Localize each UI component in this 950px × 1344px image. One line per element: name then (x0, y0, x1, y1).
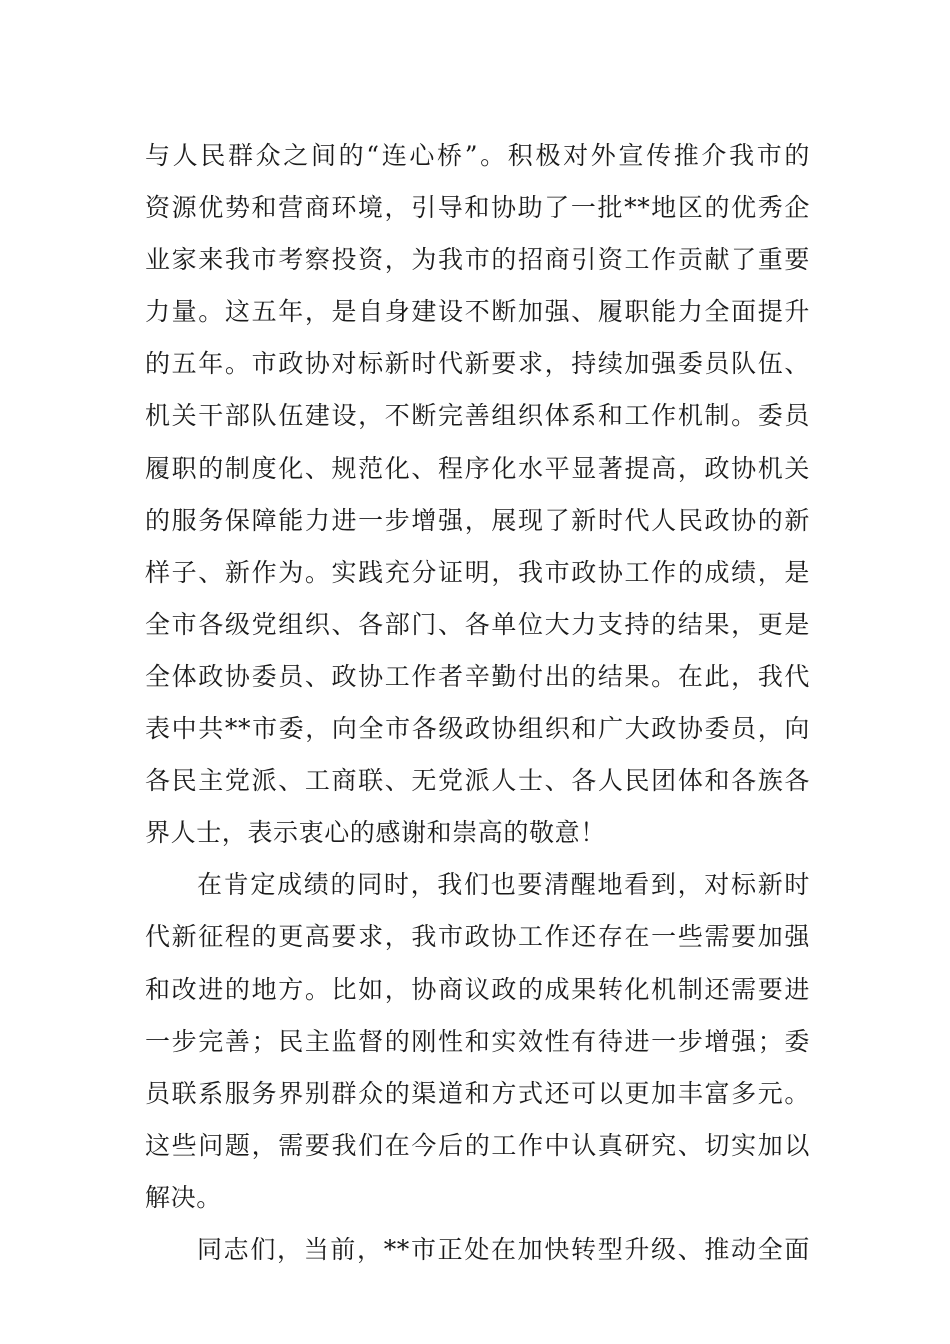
text-line: 界人士，表示衷心的感谢和崇高的敬意！ (145, 818, 606, 848)
text-line: 这些问题，需要我们在今后的工作中认真研究、切实加以 (145, 1130, 810, 1160)
text-line: 表中共**市委，向全市各级政协组织和广大政协委员，向 (145, 714, 810, 744)
paragraph-achievements (145, 130, 810, 859)
paragraph-shortcomings (145, 859, 810, 1224)
paragraph-current-situation (145, 1224, 810, 1276)
text-line: 员联系服务界别群众的渠道和方式还可以更加丰富多元。 (145, 1078, 810, 1108)
text-line: 样子、新作为。实践充分证明，我市政协工作的成绩，是 (145, 557, 810, 587)
text-line: 资源优势和营商环境，引导和协助了一批**地区的优秀企 (145, 193, 810, 223)
text-line: 解决。 (145, 1182, 222, 1212)
body-text (145, 130, 810, 1276)
text-line: 在肯定成绩的同时，我们也要清醒地看到，对标新时 (197, 870, 810, 900)
text-line: 和改进的地方。比如，协商议政的成果转化机制还需要进 (145, 974, 810, 1004)
text-line: 同志们，当前，**市正处在加快转型升级、推动全面 (197, 1234, 810, 1264)
text-line: 全市各级党组织、各部门、各单位大力支持的结果，更是 (145, 609, 810, 639)
text-line: 业家来我市考察投资，为我市的招商引资工作贡献了重要 (145, 245, 810, 275)
text-line: 的服务保障能力进一步增强，展现了新时代人民政协的新 (145, 505, 810, 535)
text-line: 一步完善；民主监督的刚性和实效性有待进一步增强；委 (145, 1026, 810, 1056)
text-line: 履职的制度化、规范化、程序化水平显著提高，政协机关 (145, 453, 810, 483)
text-line: 力量。这五年，是自身建设不断加强、履职能力全面提升 (145, 297, 810, 327)
text-line: 机关干部队伍建设，不断完善组织体系和工作机制。委员 (145, 401, 810, 431)
text-line: 各民主党派、工商联、无党派人士、各人民团体和各族各 (145, 766, 810, 796)
text-line: 与人民群众之间的“连心桥”。积极对外宣传推介我市的 (145, 141, 810, 170)
text-line: 的五年。市政协对标新时代新要求，持续加强委员队伍、 (145, 349, 810, 379)
text-line: 全体政协委员、政协工作者辛勤付出的结果。在此，我代 (145, 661, 810, 691)
text-line: 代新征程的更高要求，我市政协工作还存在一些需要加强 (145, 922, 810, 952)
